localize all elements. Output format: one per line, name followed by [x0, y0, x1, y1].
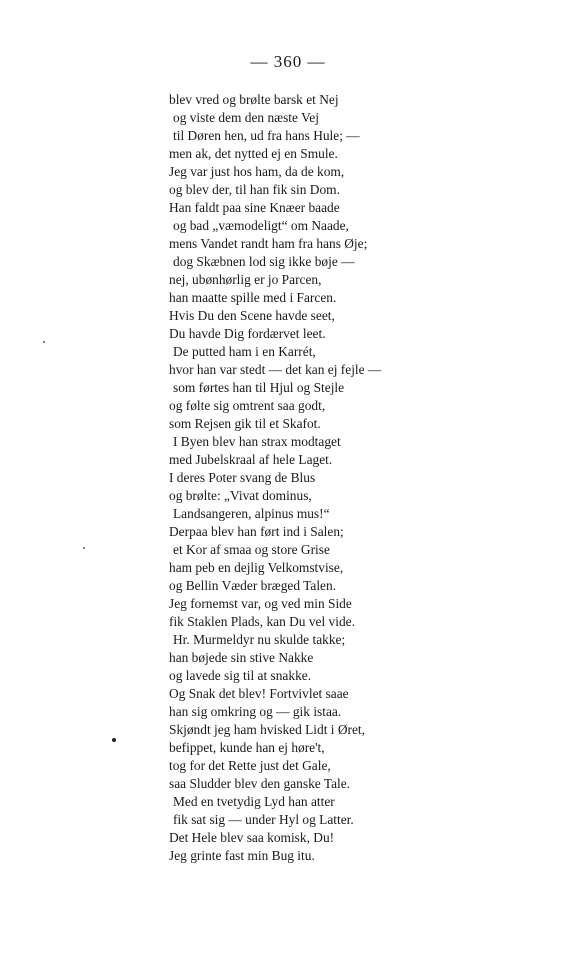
poem-line: Du havde Dig fordærvet leet.	[169, 326, 326, 341]
poem-line: og bad „væmodeligt“ om Naade,	[173, 218, 349, 233]
poem-line: til Døren hen, ud fra hans Hule; —	[173, 128, 360, 143]
poem-line: og Bellin Væder bræged Talen.	[169, 578, 337, 593]
poem-line: Med en tvetydig Lyd han atter	[173, 794, 335, 809]
poem-line: I deres Poter svang de Blus	[169, 470, 316, 485]
poem-line: fik sat sig — under Hyl og Latter.	[173, 812, 354, 827]
poem	[169, 91, 381, 865]
poem-line: og lavede sig til at snakke.	[169, 668, 312, 683]
poem-line: men ak, det nytted ej en Smule.	[169, 146, 338, 161]
poem-line: saa Sludder blev den ganske Tale.	[169, 776, 351, 791]
speck-1	[43, 341, 45, 343]
poem-line: Det Hele blev saa komisk, Du!	[169, 830, 335, 845]
poem-line: mens Vandet randt ham fra hans Øje;	[169, 236, 368, 251]
poem-line: Jeg var just hos ham, da de kom,	[169, 164, 345, 179]
poem-line: Skjøndt jeg ham hvisked Lidt i Øret,	[169, 722, 366, 737]
poem-line: hvor han var stedt — det kan ej fejle —	[169, 362, 382, 377]
poem-line: som Rejsen gik til et Skafot.	[169, 416, 321, 431]
poem-line: og blev der, til han fik sin Dom.	[169, 182, 340, 197]
poem-line: tog for det Rette just det Gale,	[169, 758, 331, 773]
poem-line: Derpaa blev han ført ind i Salen;	[169, 524, 344, 539]
poem-line: og viste dem den næste Vej	[173, 110, 319, 125]
poem-line: dog Skæbnen lod sig ikke bøje —	[173, 254, 355, 269]
poem-line: Hvis Du den Scene havde seet,	[169, 308, 335, 323]
page-number: — 360 —	[250, 52, 326, 71]
poem-line: fik Staklen Plads, kan Du vel vide.	[169, 614, 355, 629]
poem-line: Jeg grinte fast min Bug itu.	[169, 848, 315, 863]
poem-line: han sig omkring og — gik istaa.	[169, 704, 342, 719]
poem-line: han bøjede sin stive Nakke	[169, 650, 314, 665]
poem-line: De putted ham i en Karrét,	[173, 344, 316, 359]
poem-line: ham peb en dejlig Velkomstvise,	[169, 560, 344, 575]
poem-line: blev vred og brølte barsk et Nej	[169, 92, 339, 107]
poem-line: og følte sig omtrent saa godt,	[169, 398, 326, 413]
poem-line: og brølte: „Vivat dominus,	[169, 488, 312, 503]
poem-line: han maatte spille med i Farcen.	[169, 290, 337, 305]
poem-line: nej, ubønhørlig er jo Parcen,	[169, 272, 322, 287]
poem-line: Jeg fornemst var, og ved min Side	[169, 596, 352, 611]
poem-line: et Kor af smaa og store Grise	[173, 542, 330, 557]
speck-2	[83, 547, 85, 549]
poem-line: Hr. Murmeldyr nu skulde takke;	[173, 632, 346, 647]
poem-line: Landsangeren, alpinus mus!“	[173, 506, 330, 521]
speck-3	[112, 738, 116, 742]
poem-line: som førtes han til Hjul og Stejle	[173, 380, 345, 395]
poem-line: befippet, kunde han ej høre't,	[169, 740, 325, 755]
poem-line: med Jubelskraal af hele Laget.	[169, 452, 333, 467]
poem-line: I Byen blev han strax modtaget	[173, 434, 341, 449]
poem-line: Han faldt paa sine Knæer baade	[169, 200, 340, 215]
poem-line: Og Snak det blev! Fortvivlet saae	[169, 686, 349, 701]
